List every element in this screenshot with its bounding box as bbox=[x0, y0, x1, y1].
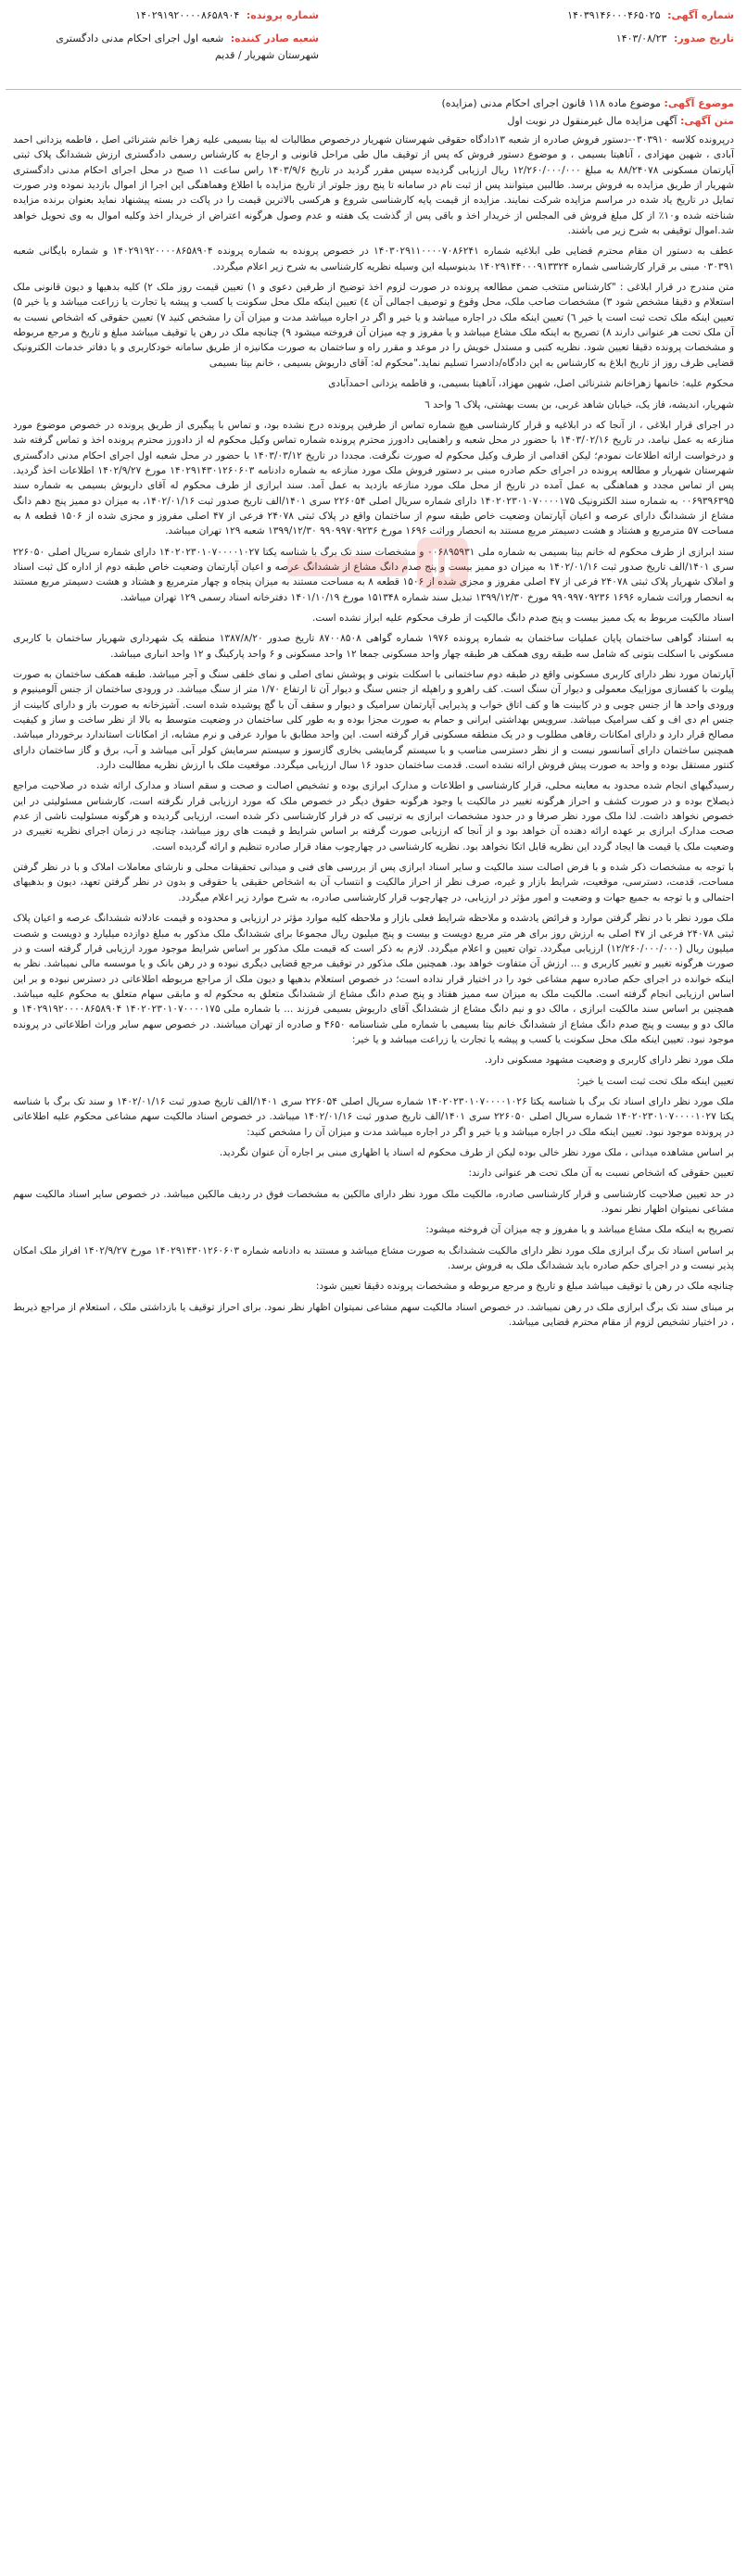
paragraph: رسیدگیهای انجام شده محدود به معاینه محلی، قرار کارشناسی و اطلاعات و مدارک ابرازی بوده و تشخیص اصالت و صحت و سقم اسناد و مدارک ارائه شده در صلاحیت مراجع ذیصلاح بوده و در صورت کشف و احراز هرگونه تغییر در مالکیت یا وجود هرگونه حقوق دیگر در خصوص ملک که مورد ارزیابی قرار نگرفته است، کارشناس مسئولیتی در این خصوص نخواهد داشت. لذا ملک مورد نظر صرفا و در حدود مشخصات ابرازی به ترتیبی که در قرار کارشناسی ذکر شده است، ارزیابی گردیده و هرگونه مسئولیت ناشی از عدم صحت مدارک ابرازی بر عهده ارائه دهنده آن خواهد بود و از آنجا که ارزیابی صورت گرفته بر اساس شرایط و قیمت های روز میباشد، چنانچه در زمان اجرای نظریه تغییری در وضعیت ملک یا قیمت ها ایجاد گردد این نظریه قابل اتکا نخواهد بود. نظریه کارشناسی در چهارچوب مفاد قرار صادره تنظیم و ارائه گردیده است. bbox=[13, 780, 734, 852]
paragraph: آپارتمان مورد نظر دارای کاربری مسکونی واقع در طبقه دوم ساختمانی با اسکلت بتونی و پوشش نمای اصلی و نمای خلفی سنگ و آجر میباشد. طبقه همکف ساختمان به صورت پیلوت با کفسازی موزاییک معمولی و دیوار آن سنگ است. کف راهرو و راهپله از جنس سنگ و دیوار آن تا ارتفاع ۱/۷۰ متر از سنگ میباشد. در ورودی ساختمان از جنس آلومینیوم و ورودی واحد ها از جنس چوبی و در کابینت ها و کف اتاق خواب و پذیرایی آپارتمان سرامیک و دیوار و سقف آن با گچ پوشیده شده است. آشپزخانه به صورت باز و دارای کابینت از جنس ام دی اف و کف سرامیک میباشد. سرویس بهداشتی ایرانی و حمام به صورت مجزا بوده و به طور کلی ساختمان در وضعیت متوسط به بالا از نظر ساخت و ساز و کیفیت مصالح قرار دارد و دارای امکانات رفاهی مطلوب و در یک منطقه مسکونی قرار گرفته است. این واحد مطابق با موارد عرفی و نرم مشابه، از امکانات استاندارد برخوردار میباشد. همچنین ساختمان دارای آسانسور نیست و از نظر دسترسی مناسب و با سیستم گرمایشی بخاری گازسوز و سیستم سرمایش کولر آبی میباشد و آب، برق و گاز ساختمان دارای کنتور مستقل بوده و واحد به صورت پیش فروش ارائه نشده است. قدمت ساختمان حدود ۱۶ سال ارزیابی میگردد. موقعیت ملک با ارزش نظریه مطالبت دارد. bbox=[13, 669, 735, 772]
ad-number-label: شماره آگهی: bbox=[667, 9, 734, 21]
paragraph: ملک مورد نظر دارای اسناد تک برگ با شناسه یکتا ۱۴۰۲۰۲۳۰۱۰۷۰۰۰۰۱۰۲۶ شماره سریال اصلی ۲۲۶۰۵۴ سری ۱۴۰۱/الف تاریخ صدور ثبت ۱۴۰۲/۰۱/۱۶ و سند تک برگ با شناسه یکتا ۱۴۰۲۰۲۳۰۱۰۷۰۰۰۰۱۰۲۷ شماره سریال اصلی ۲۲۶۰۵۰ سری ۱۴۰۱/الف تاریخ صدور ثبت ۱۴۰۲/۰۱/۱۶ میباشد. در خصوص اسناد مالکیت سهم مشاعی محکوم علیه اطلاعاتی در پرونده موجود نبود. تعیین اینکه ملک در اجاره میباشد و یا خیر و اگر در اجاره میباشد مدت و میزان آن را مشخص کنید: bbox=[13, 1095, 735, 1138]
publish-date-label: تاریخ صدور: bbox=[673, 32, 734, 44]
paragraph: محکوم علیه: خانمها زهراخانم شترنائی اصل، شهین مهزاد، آناهیتا بسیمی، و فاطمه یزدانی احمدآبادی bbox=[328, 378, 734, 390]
paragraph: بر اساس مشاهده میدانی ، ملک مورد نظر خالی بوده لیکن از طرف محکوم له اسناد یا اظهاری مبنی بر اجاره آن عنوان نگردید. bbox=[219, 1146, 734, 1158]
header-left-column bbox=[13, 7, 319, 70]
publish-date-row bbox=[326, 31, 734, 47]
text-label: متن آگهی: bbox=[680, 115, 734, 127]
paragraph: در اجرای قرار ابلاغی ، از آنجا که در ابلاغیه و قرار کارشناسی هیچ شماره تماس از طرفین پرونده درج نشده بود، و تماس با پیگیری از طریق پرونده در خصوص موضوع مورد منازعه به عمل نیامد، در تاریخ ۱۴۰۳/۰۲/۱۶ با حضور در محل شعبه و راهنمایی دادورز محترم پرونده شماره تماس وکیل محکوم له از دادورز محترم پرونده اخذ و تماس گرفته شد و درخواست ارائه اطلاعات نمودم؛ لیکن اقدامی از طرف وکیل محکوم له صورت نگرفت. مجددا در تاریخ ۱۴۰۳/۰۳/۱۲ با حضور در محل شعبه اول اجرای احکام مدنی دادگستری شهرستان شهریار و مطالعه پرونده در اجرای حکم صادره مبنی بر دستور فروش ملک مورد منازعه به شماره دادنامه ۱۴۰۲۹۱۴۳۰۱۲۶۰۶۰۳ مورخ ۱۴۰۲/۹/۲۷ اطلاعات اخذ گردید. پس از تماس مجدد و هماهنگی به عمل آمده در تاریخ از محل ملک مورد منازعه بازدید به عمل آمد. سند ابرازی از طرف محکوم له آقای داریوش بسیمی به شماره سند ۰۰۶۹۳۹۶۳۹۵ به شماره سند الکترونیک ۱۴۰۲۰۲۳۰۱۰۷۰۰۰۰۱۷۵ دارای شماره سریال اصلی ۲۲۶۰۵۴ سری ۱۴۰۱/الف تاریخ صدور ثبت ۱۴۰۲/۰۱/۱۶، به میزان دو ممیز پنج دهم دانگ مشاع از ششدانگ دارای عرصه و اعیان آپارتمان وضعیت خاص طبقه سوم از ساختمان واقع در پلاک ثبتی ۲۴۰۷۸ فرعی از ۴۷ اصلی مفروز و مجزی شده از ۱۵۰۶ قطعه ۸ به مساحت ۵۷ مترمربع و هشتاد و هشت دسیمتر مربع مستند به انحصار وراثت ۱۶۹۶ مورخ ۹۹۰۹۹۷۰۹۲۳۶ ۱۳۹۹/۱۲/۳۰ شعبه ۱۲۹ تهران میباشد. bbox=[13, 419, 734, 537]
case-number-label: شماره پرونده: bbox=[246, 9, 319, 21]
paragraph: در حد تعیین صلاحیت کارشناسی و قرار کارشناسی صادره، مالکیت ملک مورد نظر دارای مالکین به مشخصات فوق در ردیف مالکین میباشد. در خصوص سایر اسناد مالکیت سهم مشاعی نمیتوان اظهار نظر نمود. bbox=[13, 1188, 734, 1215]
paragraph: به استناد گواهی ساختمان پایان عملیات ساختمان به شماره پرونده ۱۹۷۶ شماره گواهی ۸۷۰۰۸۵۰۸ تاریخ صدور ۱۳۸۷/۸/۲۰ منطقه یک شهرداری شهریار ساختمان با کاربری مسکونی با اسکلت بتونی که شامل سه طبقه روی همکف هر طبقه چهار واحد مسکونی جمعا ۱۲ واحد مسکونی و ۶ واحد پارکینگ و ۱۲ واحد انباری میباشد. bbox=[13, 633, 734, 660]
issuer-label: شعبه صادر کننده: bbox=[230, 32, 319, 44]
paragraph: ملک مورد نظر با در نظر گرفتن موارد و فرائض یادشده و ملاحظه شرایط فعلی بازار و ملاحظه کلیه موارد مؤثر در ارزیابی و محدوده و قیمت عادلانه ششدانگ عرصه و اعیان پلاک ثبتی ۲۴۰۷۸ فرعی از ۴۷ اصلی به ارزش روز برای هر متر مربع دویست و بیست و پنج میلیون ریال مجموعا برای ششدانگ ملک مذکور به مبلغ دوازده میلیارد و دویست و شصت میلیون ریال (۱۲/۲۶۰/۰۰۰/۰۰۰) ارزیابی میگردد. توان تعیین و اعلام میگردد. لازم به ذکر است که قیمت ملک مذکور بر اساس شرایط موجود مورد ارزیابی قرار گرفته است و در صورت هرگونه تغییر و تغییر کاربری و ... ارزش آن متفاوت خواهد بود. همچنین ملک مذکور در توقیف مرجع قضایی دیگری نبوده و در رهن بانک و یا موسسه مالی نمیباشد. نظر به اینکه خوانده در اجرای حکم صادره سهم مشاعی خود را در اختیار قرار نداده است؛ در خصوص استعلام بدهیها و دیون ملک از مراجع مربوطه اطلاعاتی در دسترس نبوده و بر این اساس ارزیابی انجام گرفته است. مالکیت ملک به میزان سه ممیز هفتاد و پنج صدم دانگ مشاع از ششدانگ متعلق به محکوم له و مابقی سهام متعلق به محکوم علیه میباشد. همچنین بر اساس سند مالکیت ابرازی ، مالک دو و نیم دانگ مشاع از ششدانگ آقای داریوش بسیمی فرزند ... با شماره ملی ۱۴۰۲۰۲۳۰۱۰۷۰۰۰۰۱۷۵ ۱۴۰۲۹۱۹۲۰۰۰۰۸۶۵۸۹۰۴ و مالک دو و بیست و پنج صدم دانگ مشاع از ششدانگ خانم بیتا بسیمی با شماره ملی شناسنامه ۴۶۵۰ و صادره از تهران میباشند. در خصوص سهم سایر وراث اطلاعاتی در پرونده موجود نبود. تعیین اینکه ملک محل سکونت یا کسب و پیشه یا تجارت یا زراعت میباشد و یا خیر: bbox=[13, 913, 735, 1045]
paragraph: تعیین اینکه ملک تحت ثبت است یا خیر: bbox=[576, 1075, 734, 1087]
paragraph: تعیین حقوقی که اشخاص نسبت به آن ملک تحت هر عنوانی دارند: bbox=[468, 1168, 734, 1180]
subject-label: موضوع آگهی: bbox=[664, 97, 734, 109]
case-number-row bbox=[13, 7, 319, 24]
paragraph: بر اساس اسناد تک برگ ابرازی ملک مورد نظر دارای مالکیت ششدانگ به صورت مشاع میباشد و مستند به دادنامه شماره ۱۴۰۲۹۱۴۳۰۱۲۶۰۶۰۳ مورخ ۱۴۰۲/۹/۲۷ افراز ملک امکان پذیر نیست و در اجرای حکم صادره باید ششدانگ ملک به فروش برسد. bbox=[13, 1244, 734, 1272]
case-number: ۱۴۰۲۹۱۹۲۰۰۰۰۸۶۵۸۹۰۴ bbox=[135, 9, 240, 21]
text-title-line bbox=[13, 113, 734, 129]
paragraph: با توجه به مشخصات ذکر شده و با فرض اصالت سند مالکیت و سایر اسناد ابرازی پس از بررسی های فنی و میدانی تحقیقات محلی و نارشای معاملات املاک و با در نظر گرفتن مساحت، قدمت، دسترسی، موقعیت، شرایط بازار و غیره، صرف نظر از احراز مالکیت و انتساب آن به اشخاص حقیقی یا حقوقی و بدون در نظر گرفتن تعهد، دیون و بدهیهای احتمالی و با توجه به جمیع جهات و وضعیت و امور مؤثر در ارزیابی، در چهارچوب قرار کارشناسی صادره، به شرح موارد زیر اعلام میگردد. bbox=[13, 862, 734, 903]
subject-line bbox=[13, 95, 734, 111]
paragraph: عطف به دستور ان مقام محترم قضایی طی ابلاغیه شماره ۱۴۰۳۰۲۹۱۱۰۰۰۰۷۰۸۶۲۴۱ در خصوص پرونده به شماره پرونده ۱۴۰۲۹۱۹۲۰۰۰۰۸۶۵۸۹۰۴ و شماره بایگانی شعبه ۰۳۰۳۹۱ مبنی بر قرار کارشناسی شماره ۱۴۰۲۹۱۴۴۰۰۰۹۱۳۳۲۴ بدینوسیله این وسیله نظریه کارشناسی به شرح زیر اعلام میگردد. bbox=[13, 246, 735, 272]
issuer-row bbox=[13, 31, 319, 64]
notice-header bbox=[6, 0, 741, 90]
paragraph: اسناد مالکیت مربوط به یک ممیز بیست و پنج صدم دانگ مالکیت از طرف محکوم علیه ابراز نشده است. bbox=[312, 612, 734, 624]
issuer: شعبه اول اجرای احکام مدنی دادگستری شهرستان شهریار / قدیم bbox=[56, 32, 319, 61]
header-right-column bbox=[326, 7, 734, 54]
ad-number-row bbox=[326, 7, 734, 24]
paragraph: چنانچه ملک در رهن یا توقیف میباشد مبلغ و تاریخ و مرجع مربوطه و مشخصات پرونده دقیقا تعیین شود: bbox=[315, 1281, 734, 1293]
notice-body bbox=[13, 133, 734, 1330]
text-title: آگهی مزایده مال غیرمنقول در نوبت اول bbox=[507, 115, 677, 127]
paragraph: سند ابرازی از طرف محکوم له خانم بیتا بسیمی به شماره ملی ۰۰۶۸۹۵۹۳۱ و مشخصات سند تک برگ با شناسه یکتا ۱۴۰۲۰۲۳۰۱۰۷۰۰۰۰۱۰۲۷ دارای شماره سریال اصلی ۲۲۶۰۵۰ سری ۱۴۰۱/الف تاریخ صدور ثبت ۱۴۰۲/۰۱/۱۶ به میزان دو ممیز بیست و پنج صدم دانگ مشاع از ششدانگ عرصه و اعیان آپارتمان وضعیت خاص طبقه دوم از اداره کل ثبت اسناد و املاک شهریار پلاک ثبتی ۲۴۰۷۸ فرعی از ۴۷ اصلی مفروز و مجزی شده از ۱۵۰۶ قطعه ۸ به مساحت مستند به میزان پنجاه و چهار مترمربع و هشتاد و هشت دسیمتر مربع مستند به انحصار وراثت شماره ۱۶۹۶ ۹۹۰۹۹۷۰۹۲۳۶ مورخ ۱۳۹۹/۱۲/۳۰ تبدیل سند شماره ۱۵۱۳۴۸ مورخ ۱۴۰۱/۱۰/۱۹ دفترخانه اسناد رسمی ۱۲۹ تهران میباشد. bbox=[13, 546, 734, 603]
ad-number: ۱۴۰۳۹۱۴۶۰۰۰۴۶۵۰۲۵ bbox=[567, 9, 661, 21]
paragraph: شهریار، اندیشه، فاز یک، خیابان شاهد غربی، بن بست بهشتی، پلاک ٦ واحد ٦ bbox=[424, 398, 734, 410]
paragraph: بر مبنای سند تک برگ ابرازی ملک در رهن نمیباشد. در خصوص اسناد مالکیت سهم مشاعی نمیتوان اظهار نظر نمود. برای احراز توقیف یا بازداشتی ملک ، استعلام از مراجع ذیربط ، در اختیار تشخیص لزوم از مقام محترم قضایی میباشد. bbox=[13, 1301, 734, 1329]
paragraph: متن مندرج در قرار ابلاغی : "کارشناس منتخب ضمن مطالعه پرونده در صورت لزوم اخذ توضیح از طرفین دعوی و ۱) تعیین قیمت روز ملک ۲) کلیه بدهیها و دیون قانونی ملک استعلام و دقیقا مشخص شود ۳) مشخصات صاحب ملک، محل وقوع و توصیف اجمالی آن ٤) تعیین اینکه ملک محل سکونت یا کسب و پیشه یا تجارت یا زراعت میباشد و یا خیر ۵) تعیین اینکه ملک تحت ثبت است یا خیر ٦) تعیین اینکه ملک در اجاره میباشد و یا خیر و اگر در اجاره میباشد مدت و میزان آن را مشخص کنید ۷) تعیین حقوقی که اشخاص نسبت به آن ملک تحت هر عنوانی دارند ۸) تصریح به اینکه ملک مشاع میباشد و یا مفروز و چه میزان آن فروخته میشود ۹) چنانچه ملک در رهن یا توقیف میباشد مبلغ و تاریخ و مرجع مربوطه و مشخصات پرونده دقیقا تعیین شود. نظریه کتبی و مستدل خویش را در موعد و مقرر راه و ساختمان به صورت مکانیزه از طریق سامانه خودکاربری و یا دفاتر خدمات الکترونیک قضایی ظرف روز از تاریخ ابلاغ به کارشناس به این دادگاه/دادسرا تسلیم نماید."محکوم له: آقای داریوش بسیمی ، خانم بیتا بسیمی bbox=[13, 282, 734, 369]
subject: موضوع ماده ۱۱۸ قانون اجرای احکام مدنی (مزایده) bbox=[441, 97, 661, 109]
paragraph: تصریح به اینکه ملک مشاع میباشد و یا مفروز و چه میزان آن فروخته میشود: bbox=[425, 1224, 734, 1236]
paragraph: ملک مورد نظر دارای کاربری و وضعیت مشهود مسکونی دارد. bbox=[484, 1054, 734, 1067]
publish-date: ۱۴۰۳/۰۸/۲۳ bbox=[615, 32, 667, 44]
paragraph: درپرونده کلاسه ۰۳۰۳۹۱۰-دستور فروش صادره از شعبه ۱۳دادگاه حقوقی شهرستان شهریار درخصوص مطالبات له بیتا بسیمی علیه زهرا خانم شترنائی اصل ، فاطمه یزدانی احمد آبادی ، شهین مهزادی ، آناهیتا بسیمی ، و موضوع دستور فروش که پس از توقیف مال طی مراحل قانونی و ارجاع به کارشناس رسمی دادگستری ارزش ششدانگ پلاک ثبتی آپارتمان مسکونی ۸۸/۲۴۰۷۸ به مبلغ ۱۲/۲۶۰/۰۰۰/۰۰۰ ریال ارزیابی گردیده سپس مقرر گردید در تاریخ ۱۴۰۳/۹/۶ راس ساعت ۱۱ صبح در محل اجرای احکام مدنی دادگستری شهریار از طریق مزایده به فروش برسد. طالبین میتوانند پس از ثبت نام در سامانه تا پنج روز جلوتر از تاریخ مزایده با اطلاع وهماهنگی این اجرا از اموال بازدید نموده ودر صورت تمایل در تاریخ یاد شده در مراسم مزایده شرکت نمایند. مزایده از قیمت پایه کارشناسی شروع و هرکسی بالاترین قیمت را در پاکت در بسته پیشنهاد نماید بعنوان برنده مزایده شناخته شده و۱۰٪ از کل مبلغ فروش فی المجلس از خریدار اخذ و باقی پس از گذشت یک هفته و عدم وصول هرگونه اعتراض از خریدار اخذ وکلیه اموال به وی تحویل خواهد شد.اموال توقیفی به شرح زیر می باشند. bbox=[13, 134, 735, 237]
